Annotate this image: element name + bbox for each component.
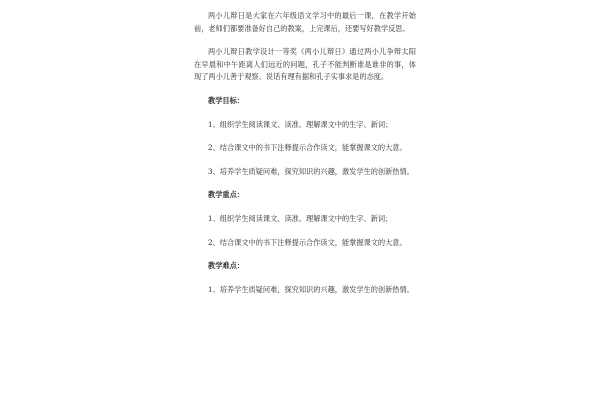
section-title-goals: 教学目标：	[208, 95, 244, 105]
document-page	[194, 10, 416, 296]
spacer	[194, 249, 416, 260]
section-title-key-points: 教学重点：	[208, 190, 244, 200]
spacer	[194, 155, 416, 166]
spacer	[194, 131, 416, 142]
spacer	[194, 178, 416, 189]
goal-item-3: 3、培养学生质疑问难，探究知识的兴趣，激发学生的创新热情。	[208, 166, 414, 176]
spacer	[194, 84, 416, 95]
spacer	[194, 108, 416, 119]
spacer	[194, 202, 416, 213]
spacer	[194, 273, 416, 284]
difficulty-item-1: 1、培养学生质疑问难，探究知识的兴趣，激发学生的创新热情。	[208, 284, 414, 294]
key-point-item-2: 2、结合课文中的书下注释提示合作读文，能掌握课文的大意。	[208, 237, 407, 247]
goal-item-1: 1、组织学生阅读课文、读准、理解课文中的生字、新词；	[208, 119, 393, 129]
goal-item-2: 2、结合课文中的书下注释提示合作读文，能掌握课文的大意。	[208, 143, 407, 153]
intro-paragraph-1: 两小儿辩日是大家在六年级语文学习中的最后一课，在教学开始前，老师们都要准备好自己的教案，上完课后，还要写好教学反思。	[194, 11, 416, 33]
section-title-difficulties: 教学难点：	[208, 261, 244, 271]
spacer	[194, 226, 416, 237]
key-point-item-1: 1、组织学生阅读课文、读准、理解课文中的生字、新词；	[208, 213, 393, 223]
spacer	[194, 35, 416, 46]
intro-paragraph-2: 两小儿辩日教学设计一等奖《两小儿辩日》通过两小儿争辩太阳在早晨和中午距离人们远近的问题，孔子不能判断谁是谁非的事，体现了两小儿善于观察、说话有理有据和孔子实事求是的态度。	[194, 47, 416, 82]
